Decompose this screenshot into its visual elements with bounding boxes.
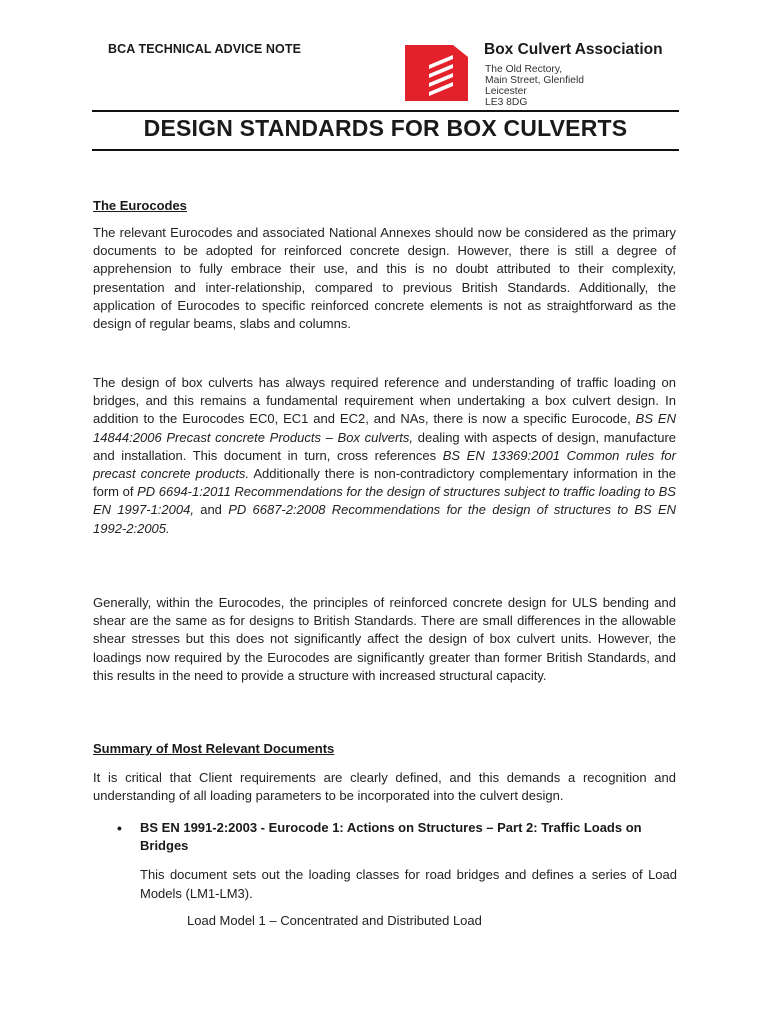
paragraph-box-culvert-design: The design of box culverts has always required reference and understanding of traffic loading on bridges, and this remains a fundamental requirement when undertaking a box culvert design. In addition to the Eurocodes EC0, EC1 and EC2, and NAs, there is now a specific Eurocode, BS EN 14844:2006 Precast concrete Products – Box culverts, dealing with aspects of design, manufacture and installation. This document in turn, cross references BS EN 13369:2001 Common rules for precast concrete products. Additionally there is non-contradictory complementary information in the form of PD 6694-1:2011 Recommendations for the design of structures subject to traffic loading to BS EN 1997-1:2004, and PD 6687-2:2008 Recommendations for the design of structures to BS EN 1992-2:2005.: [93, 375, 677, 536]
bullet-description: This document sets out the loading classes for road bridges and defines a series of Load Models (LM1-LM3).: [140, 867, 677, 901]
address-line-1: The Old Rectory,: [485, 64, 563, 75]
ref-bs-en-13369: BS EN 13369:2001 Common rules for precast concrete products.: [93, 447, 676, 482]
address-line-3: Leicester: [485, 86, 527, 97]
bullet-bs-en-1991-2: BS EN 1991-2:2003 - Eurocode 1: Actions on Structures – Part 2: Traffic Loads on Bridges: [140, 820, 642, 853]
title-rule-bottom: [92, 149, 679, 151]
paragraph-eurocodes-intro: The relevant Eurocodes and associated National Annexes should now be considered as the primary documents to be adopted for reinforced concrete design. However, there is still a degree of apprehension to fully embrace their use, and this is no doubt attributed to their complexity, presentation and inter-relationship, compared to previous British Standards. Additionally, the application of Eurocodes to specific reinforced concrete elements is not as straightforward as the design of regular beams, slabs and columns.: [93, 225, 676, 332]
paragraph-uls-principles: Generally, within the Eurocodes, the principles of reinforced concrete design for ULS bending and shear are the same as for designs to British Standards. There are small differences in the allowable shear stresses but this does not significantly affect the design of box culvert units. However, the loadings now required by the Eurocodes are significantly greater than former British Standards, and this results in the need to provide a structure with increased structural capacity.: [93, 595, 676, 683]
title-rule-top: [92, 110, 679, 112]
address-line-2: Main Street, Glenfield: [485, 75, 585, 86]
ref-bs-en-14844: BS EN 14844:2006 Precast concrete Products – Box culverts,: [93, 411, 676, 445]
section-heading-eurocodes: The Eurocodes: [93, 198, 187, 213]
bullet-marker: •: [117, 820, 122, 836]
note-label: BCA TECHNICAL ADVICE NOTE: [108, 42, 302, 56]
ref-pd-6694: PD 6694-1:2011 Recommendations for the design of structures subject to traffic loading to BS EN 1997-1:2004,: [93, 484, 676, 518]
ref-pd-6687: PD 6687-2:2008 Recommendations for the design of structures to BS EN 1992-2:2005.: [93, 502, 677, 536]
load-model-1-line: Load Model 1 – Concentrated and Distributed Load: [187, 913, 482, 928]
bca-logo: [405, 45, 468, 101]
org-name: Box Culvert Association: [484, 41, 663, 58]
section-heading-summary: Summary of Most Relevant Documents: [93, 741, 335, 756]
paragraph-client-requirements: It is critical that Client requirements are clearly defined, and this demands a recognition and understanding of all loading parameters to be incorporated into the culvert design.: [93, 770, 676, 804]
address-line-4: LE3 8DG: [485, 97, 528, 108]
document-title: DESIGN STANDARDS FOR BOX CULVERTS: [143, 115, 628, 141]
